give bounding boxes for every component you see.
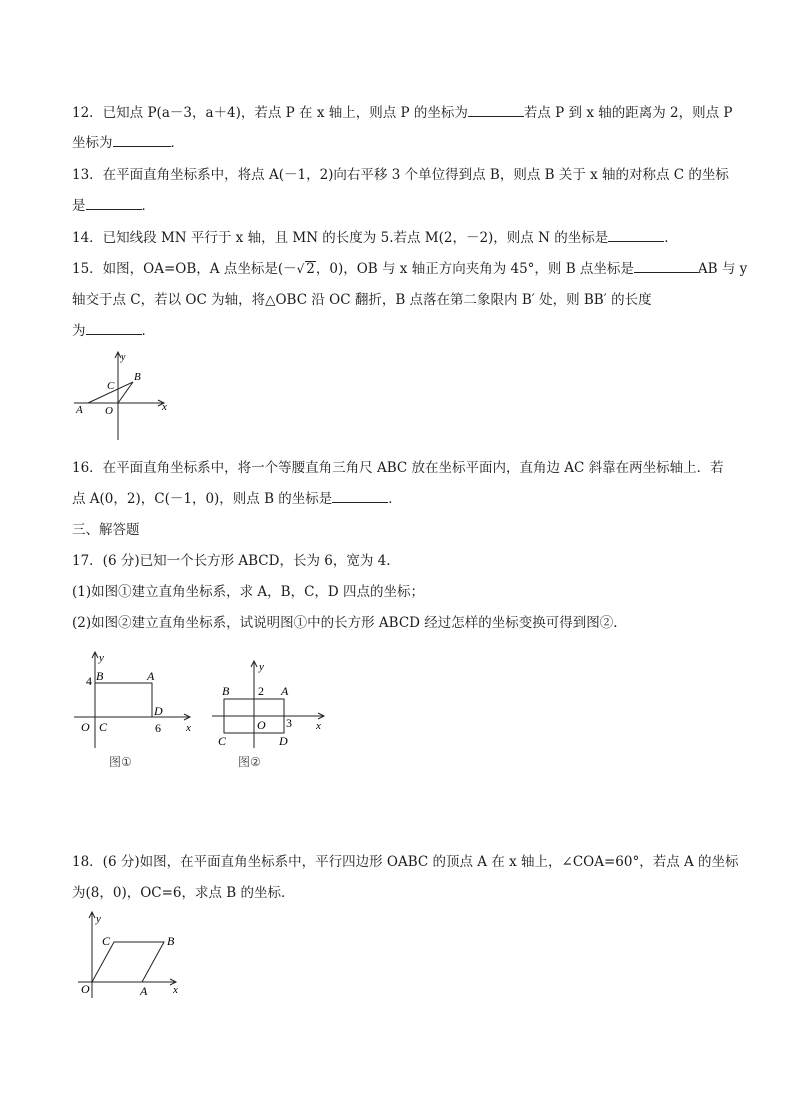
- section-heading: 三、解答题: [72, 522, 140, 538]
- q13-text-a: 是: [72, 198, 86, 214]
- label-b: B: [167, 934, 175, 948]
- label-c: C: [99, 720, 108, 734]
- q15-text-b: ，0)，OB 与 x 轴正方向夹角为 45°，则 B 点坐标是: [315, 261, 634, 277]
- q15-text-e: ．: [141, 323, 155, 339]
- label-x: x: [173, 984, 178, 996]
- figure-caption-1: 图①: [109, 755, 132, 769]
- q16-line1: 16．在平面直角坐标系中，将一个等腰直角三角尺 ABC 放在坐标平面内，直角边 AC 斜靠在两坐标轴上．若: [72, 460, 724, 476]
- label-a: A: [140, 984, 148, 998]
- label-3: 3: [286, 716, 292, 730]
- q12-text-a: 12．已知点 P(a－3，a＋4)，若点 P 在 x 轴上，则点 P 的坐标为: [72, 105, 468, 121]
- label-y: y: [121, 352, 126, 363]
- q12-text-d: ．: [170, 135, 184, 151]
- q17-line2: (1)如图①建立直角坐标系，求 A，B，C，D 四点的坐标；: [72, 584, 425, 600]
- parallelogram-oabc: [92, 942, 164, 982]
- label-b: B: [222, 684, 230, 698]
- label-a: A: [76, 404, 83, 416]
- label-c: C: [102, 934, 111, 948]
- label-o: O: [257, 718, 266, 732]
- label-b: B: [96, 669, 104, 683]
- q18-line1: 18．(6 分)如图，在平面直角坐标系中，平行四边形 OABC 的顶点 A 在 x 轴上，∠COA=60°，若点 A 的坐标: [72, 854, 739, 870]
- label-o: O: [81, 720, 90, 734]
- label-y: y: [96, 913, 101, 925]
- label-x: x: [186, 722, 191, 734]
- q13-text-b: ．: [141, 198, 155, 214]
- q15-text-a: 15．如图，OA=OB，A 点坐标是(－: [72, 261, 297, 277]
- label-y: y: [259, 661, 264, 673]
- q13-line1: 13．在平面直角坐标系中，将点 A(－1，2)向右平移 3 个单位得到点 B，则点 B 关于 x 轴的对称点 C 的坐标: [72, 167, 729, 183]
- q15-text-c: AB 与 y: [697, 261, 748, 277]
- q17-line3: (2)如图②建立直角坐标系，试说明图①中的长方形 ABCD 经过怎样的坐标变换可得到图②.: [72, 615, 618, 631]
- label-o: O: [81, 982, 90, 996]
- figure-caption-2: 图②: [238, 755, 261, 769]
- label-b: B: [134, 371, 141, 383]
- label-2: 2: [258, 684, 264, 698]
- label-4: 4: [86, 674, 92, 688]
- label-c: C: [107, 380, 115, 392]
- label-d: D: [279, 734, 288, 748]
- label-c: C: [218, 734, 227, 748]
- label-x: x: [316, 720, 321, 732]
- label-a: A: [147, 669, 155, 683]
- label-y: y: [99, 652, 104, 664]
- q15-line2: 轴交于点 C，若以 OC 为轴，将△OBC 沿 OC 翻折，B 点落在第二象限内 B′ 处，则 BB′ 的长度: [72, 292, 652, 308]
- label-a: A: [281, 684, 289, 698]
- q15-text-d: 为: [72, 323, 86, 339]
- sqrt-radicand: 2: [306, 261, 315, 277]
- q14-text-a: 14．已知线段 MN 平行于 x 轴，且 MN 的长度为 5.若点 M(2，－2)，则点 N 的坐标是: [72, 230, 609, 246]
- q12-text-b: 若点 P 到 x 轴的距离为 2，则点 P: [523, 105, 733, 121]
- label-o: O: [105, 405, 113, 417]
- label-d: D: [154, 704, 163, 718]
- sqrt-symbol: √: [296, 262, 305, 276]
- q16-text-b: ．: [388, 491, 402, 507]
- q18-line2: 为(8，0)，OC=6，求点 B 的坐标．: [72, 885, 295, 901]
- q14-text-b: ．: [664, 230, 678, 246]
- q17-line1: 17．(6 分)已知一个长方形 ABCD，长为 6，宽为 4.: [72, 553, 391, 569]
- label-6: 6: [155, 721, 161, 735]
- label-x: x: [162, 401, 167, 413]
- q16-text-a: 点 A(0，2)，C(－1，0)，则点 B 的坐标是: [72, 491, 333, 507]
- q12-text-c: 坐标为: [72, 135, 113, 151]
